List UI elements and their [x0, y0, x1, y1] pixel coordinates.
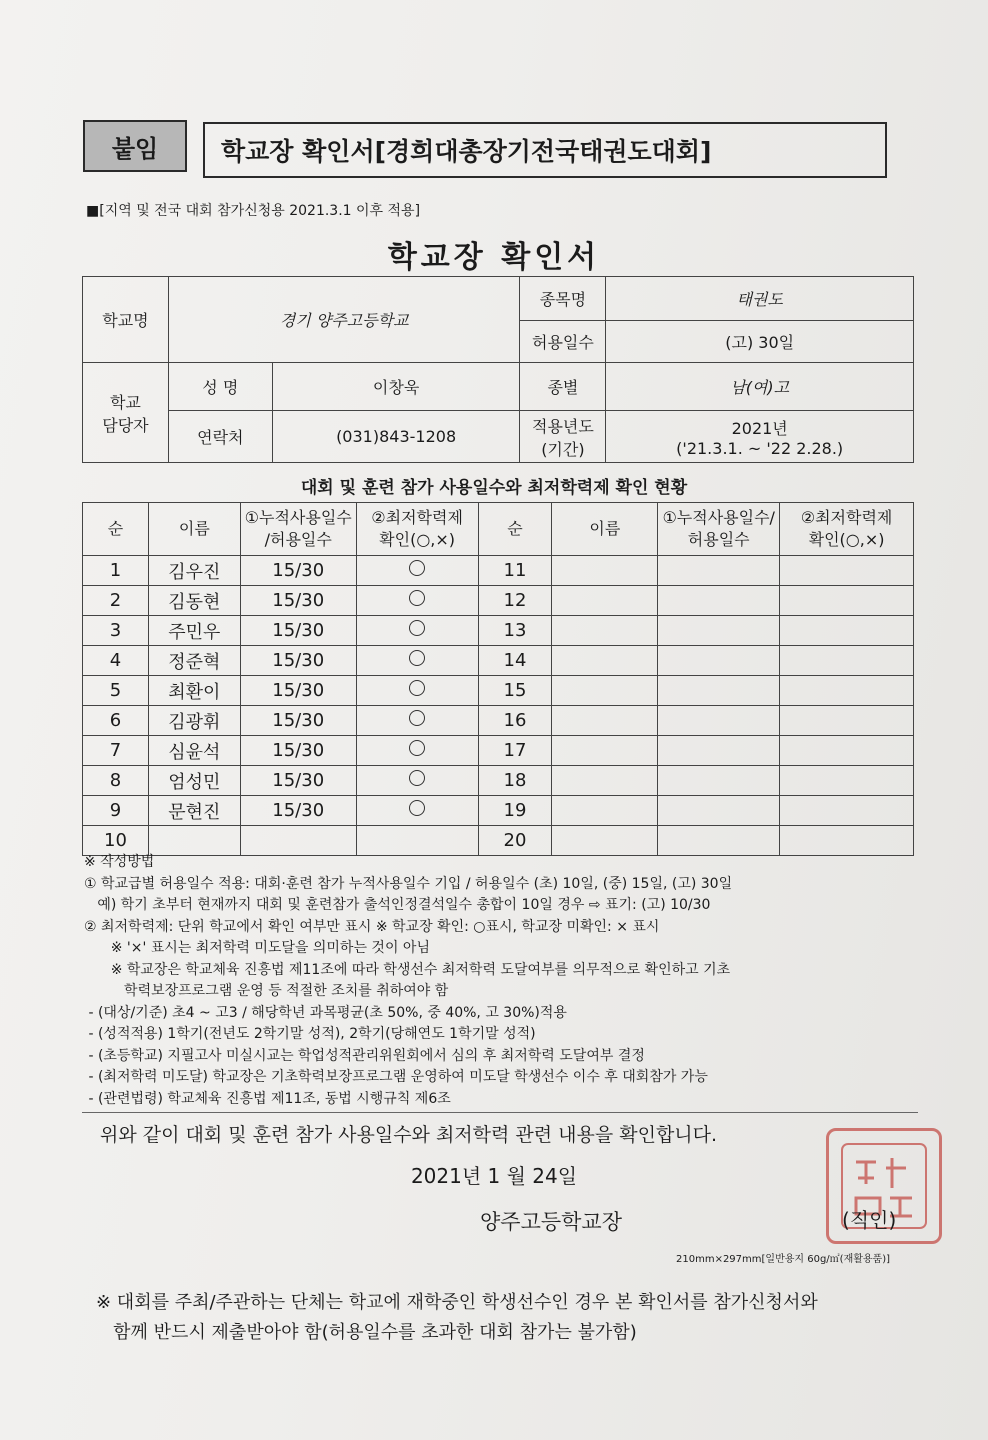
- year-value-line-2: ('21.3.1. ~ '22 2.28.): [676, 438, 844, 458]
- cell-check-right: [780, 616, 914, 646]
- cell-name-right: [552, 646, 658, 676]
- cell-days-right: [658, 796, 780, 826]
- cell-no: 1: [83, 556, 149, 586]
- footer-line-2: 함께 반드시 제출받아야 함(허용일수를 초과한 대회 참가는 불가함): [96, 1322, 637, 1343]
- circle-mark-icon: [409, 590, 425, 606]
- gender-value: 남(여)고: [606, 363, 914, 411]
- cell-no-right: 19: [478, 796, 552, 826]
- header-check-line-2: 확인(○,×): [379, 530, 456, 549]
- header-days-line-2: /허용일수: [264, 530, 332, 549]
- cell-check: [356, 616, 478, 646]
- cell-check: [356, 826, 478, 856]
- form-title: 학교장 확인서: [387, 240, 601, 275]
- cell-check-right: [780, 796, 914, 826]
- header-no-right: 순: [478, 503, 552, 556]
- footer-line-1: ※ 대회를 주최/주관하는 단체는 학교에 재학중인 학생선수인 경우 본 확인서를 참가신청서와: [96, 1292, 818, 1313]
- cell-no-right: 12: [478, 586, 552, 616]
- cell-check-right: [780, 766, 914, 796]
- cell-name-right: [552, 826, 658, 856]
- cell-no-right: 11: [478, 556, 552, 586]
- cell-name-right: [552, 616, 658, 646]
- instruction-line: ※ 작성방법: [84, 854, 155, 870]
- cell-days-right: [658, 586, 780, 616]
- header-check-right: [780, 503, 914, 556]
- cell-no: 10: [83, 826, 149, 856]
- instruction-line: - (초등학교) 지필고사 미실시교는 학업성적관리위원회에서 심의 후 최저학력 도달여부 결정: [84, 1047, 645, 1064]
- header-name-right: 이름: [552, 503, 658, 556]
- table-row: [83, 766, 914, 796]
- table-row: [83, 676, 914, 706]
- cell-name: 최환이: [148, 676, 240, 706]
- cell-no: 7: [83, 736, 149, 766]
- table-row: [83, 736, 914, 766]
- cell-days: 15/30: [240, 796, 356, 826]
- cell-name: 주민우: [148, 616, 240, 646]
- event-label: 종목명: [520, 277, 606, 321]
- instruction-line: ② 최저학력제: 단위 학교에서 확인 여부만 표시 ※ 학교장 확인: ○표시, 학교장 미확인: × 표시: [84, 918, 660, 935]
- table-header-row: [83, 503, 914, 556]
- header-check: [356, 503, 478, 556]
- cell-check-right: [780, 646, 914, 676]
- cell-name: 심윤석: [148, 736, 240, 766]
- table-row: [83, 586, 914, 616]
- applicability-note: ■[지역 및 전국 대회 참가신청용 2021.3.1 이후 적용]: [86, 203, 421, 219]
- cell-check-right: [780, 676, 914, 706]
- cell-check-right: [780, 826, 914, 856]
- cell-name-right: [552, 556, 658, 586]
- contact-group-label-line-1: 학교: [109, 392, 141, 412]
- year-label: [520, 411, 606, 463]
- header-check-right-line-2: 확인(○,×): [808, 530, 885, 549]
- participation-table: [82, 502, 914, 856]
- cell-check: [356, 646, 478, 676]
- divider: [82, 1112, 918, 1113]
- cell-days-right: [658, 646, 780, 676]
- table-row: [83, 556, 914, 586]
- phone-value: (031)843-1208: [272, 411, 520, 463]
- circle-mark-icon: [409, 650, 425, 666]
- cell-days-right: [658, 616, 780, 646]
- cell-no-right: 18: [478, 766, 552, 796]
- cell-days: 15/30: [240, 586, 356, 616]
- header-days-line-1: ①누적사용일수: [244, 508, 352, 527]
- table-row: [83, 826, 914, 856]
- table-row: [83, 796, 914, 826]
- cell-check-right: [780, 586, 914, 616]
- days-value: (고) 30일: [606, 321, 914, 363]
- cell-name-right: [552, 796, 658, 826]
- table-row: [83, 646, 914, 676]
- cell-name-right: [552, 676, 658, 706]
- cell-check: [356, 736, 478, 766]
- cell-check: [356, 706, 478, 736]
- instruction-line: - (최저학력 미도달) 학교장은 기초학력보장프로그램 운영하여 미도달 학생선수 이수 후 대회참가 가능: [84, 1069, 708, 1085]
- cell-name: [148, 826, 240, 856]
- year-value-line-1: 2021년: [731, 418, 788, 438]
- cell-check-right: [780, 736, 914, 766]
- circle-mark-icon: [409, 620, 425, 636]
- cell-check: [356, 556, 478, 586]
- cell-name: 정준혁: [148, 646, 240, 676]
- instruction-line: - (성적적용) 1학기(전년도 2학기말 성적), 2학기(당해연도 1학기말 성적): [84, 1026, 536, 1042]
- cell-name: 김우진: [148, 556, 240, 586]
- header-days-right: [658, 503, 780, 556]
- paper-spec: 210mm×297mm[일반용지 60g/㎡(재활용품)]: [676, 1254, 891, 1265]
- cell-no: 5: [83, 676, 149, 706]
- instruction-line: ※ '×' 표시는 최저학력 미도달을 의미하는 것이 아님: [84, 940, 430, 956]
- gender-label: 종별: [520, 363, 606, 411]
- header-days: [240, 503, 356, 556]
- cell-days-right: [658, 556, 780, 586]
- cell-days: 15/30: [240, 616, 356, 646]
- instruction-line: 학력보장프로그램 운영 등 적절한 조치를 취하여야 함: [84, 983, 449, 999]
- confirmation-statement: 위와 같이 대회 및 훈련 참가 사용일수와 최저학력 관련 내용을 확인합니다.: [100, 1124, 718, 1146]
- instruction-line: - (관련법령) 학교체육 진흥법 제11조, 동법 시행규칙 제6조: [84, 1090, 451, 1107]
- circle-mark-icon: [409, 710, 425, 726]
- writing-instructions: [84, 852, 924, 1110]
- circle-mark-icon: [409, 800, 425, 816]
- name-label: 성 명: [168, 363, 272, 411]
- circle-mark-icon: [409, 680, 425, 696]
- document-heading: 학교장 확인서[경희대총장기전국태권도대회]: [203, 122, 887, 178]
- year-label-line-1: 적용년도: [531, 416, 594, 436]
- table-body: [83, 556, 914, 856]
- contact-group-label: [83, 363, 169, 463]
- phone-label: 연락처: [168, 411, 272, 463]
- attachment-tag: 붙임: [83, 120, 187, 172]
- header-days-right-line-2: 허용일수: [687, 530, 750, 549]
- instruction-line: ※ 학교장은 학교체육 진흥법 제11조에 따라 학생선수 최저학력 도달여부를 의무적으로 확인하고 기초: [84, 961, 731, 978]
- list-title: 대회 및 훈련 참가 사용일수와 최저학력제 확인 현황: [300, 478, 688, 498]
- cell-days: 15/30: [240, 706, 356, 736]
- year-value: [606, 411, 914, 463]
- cell-no: 8: [83, 766, 149, 796]
- contact-group-label-line-2: 담당자: [102, 415, 149, 435]
- cell-check: [356, 586, 478, 616]
- cell-days: 15/30: [240, 676, 356, 706]
- seal-label: (직인): [842, 1208, 897, 1232]
- issue-date: 2021년 1 월 24일: [410, 1164, 578, 1188]
- instruction-line: 예) 학기 초부터 현재까지 대회 및 훈련참가 출석인정결석일수 총합이 10일 경우 ⇨ 표기: (고) 10/30: [84, 897, 711, 913]
- cell-check: [356, 766, 478, 796]
- cell-no-right: 13: [478, 616, 552, 646]
- name-value: 이창욱: [272, 363, 520, 411]
- cell-days-right: [658, 826, 780, 856]
- cell-days: [240, 826, 356, 856]
- cell-no: 2: [83, 586, 149, 616]
- cell-check-right: [780, 556, 914, 586]
- cell-name: 문현진: [148, 796, 240, 826]
- event-value: 태권도: [606, 277, 914, 321]
- cell-check-right: [780, 706, 914, 736]
- school-label: 학교명: [83, 277, 169, 363]
- cell-days-right: [658, 736, 780, 766]
- year-label-line-2: (기간): [541, 439, 585, 459]
- instruction-line: - (대상/기준) 초4 ~ 고3 / 해당학년 과목평균(초 50%, 중 40%, 고 30%)적용: [84, 1004, 567, 1021]
- header-days-right-line-1: ①누적사용일수/: [662, 508, 775, 527]
- cell-name-right: [552, 706, 658, 736]
- cell-name-right: [552, 766, 658, 796]
- circle-mark-icon: [409, 740, 425, 756]
- cell-no: 4: [83, 646, 149, 676]
- cell-name-right: [552, 736, 658, 766]
- cell-days-right: [658, 676, 780, 706]
- cell-name: 김동현: [148, 586, 240, 616]
- header-name: 이름: [148, 503, 240, 556]
- circle-mark-icon: [409, 770, 425, 786]
- cell-no: 6: [83, 706, 149, 736]
- days-label: 허용일수: [520, 321, 606, 363]
- circle-mark-icon: [409, 560, 425, 576]
- cell-no-right: 17: [478, 736, 552, 766]
- cell-check: [356, 796, 478, 826]
- cell-days-right: [658, 766, 780, 796]
- principal-name: 양주고등학교장: [480, 1210, 623, 1234]
- cell-name: 김광휘: [148, 706, 240, 736]
- cell-no-right: 14: [478, 646, 552, 676]
- cell-check: [356, 676, 478, 706]
- school-value: 경기 양주고등학교: [168, 277, 520, 363]
- cell-no-right: 16: [478, 706, 552, 736]
- cell-no-right: 20: [478, 826, 552, 856]
- table-row: [83, 616, 914, 646]
- school-info-table: [82, 276, 914, 463]
- header-no: 순: [83, 503, 149, 556]
- footer-note: [96, 1288, 936, 1348]
- cell-no: 9: [83, 796, 149, 826]
- header-check-right-line-1: ②최저학력제: [800, 508, 893, 527]
- cell-no-right: 15: [478, 676, 552, 706]
- cell-days: 15/30: [240, 766, 356, 796]
- cell-days: 15/30: [240, 646, 356, 676]
- cell-no: 3: [83, 616, 149, 646]
- instruction-line: ① 학교급별 허용일수 적용: 대회·훈련 참가 누적사용일수 기입 / 허용일수 (초) 10일, (중) 15일, (고) 30일: [84, 875, 733, 892]
- cell-name: 엄성민: [148, 766, 240, 796]
- cell-name-right: [552, 586, 658, 616]
- header-check-line-1: ②최저학력제: [371, 508, 463, 527]
- cell-days: 15/30: [240, 736, 356, 766]
- cell-days: 15/30: [240, 556, 356, 586]
- cell-days-right: [658, 706, 780, 736]
- table-row: [83, 706, 914, 736]
